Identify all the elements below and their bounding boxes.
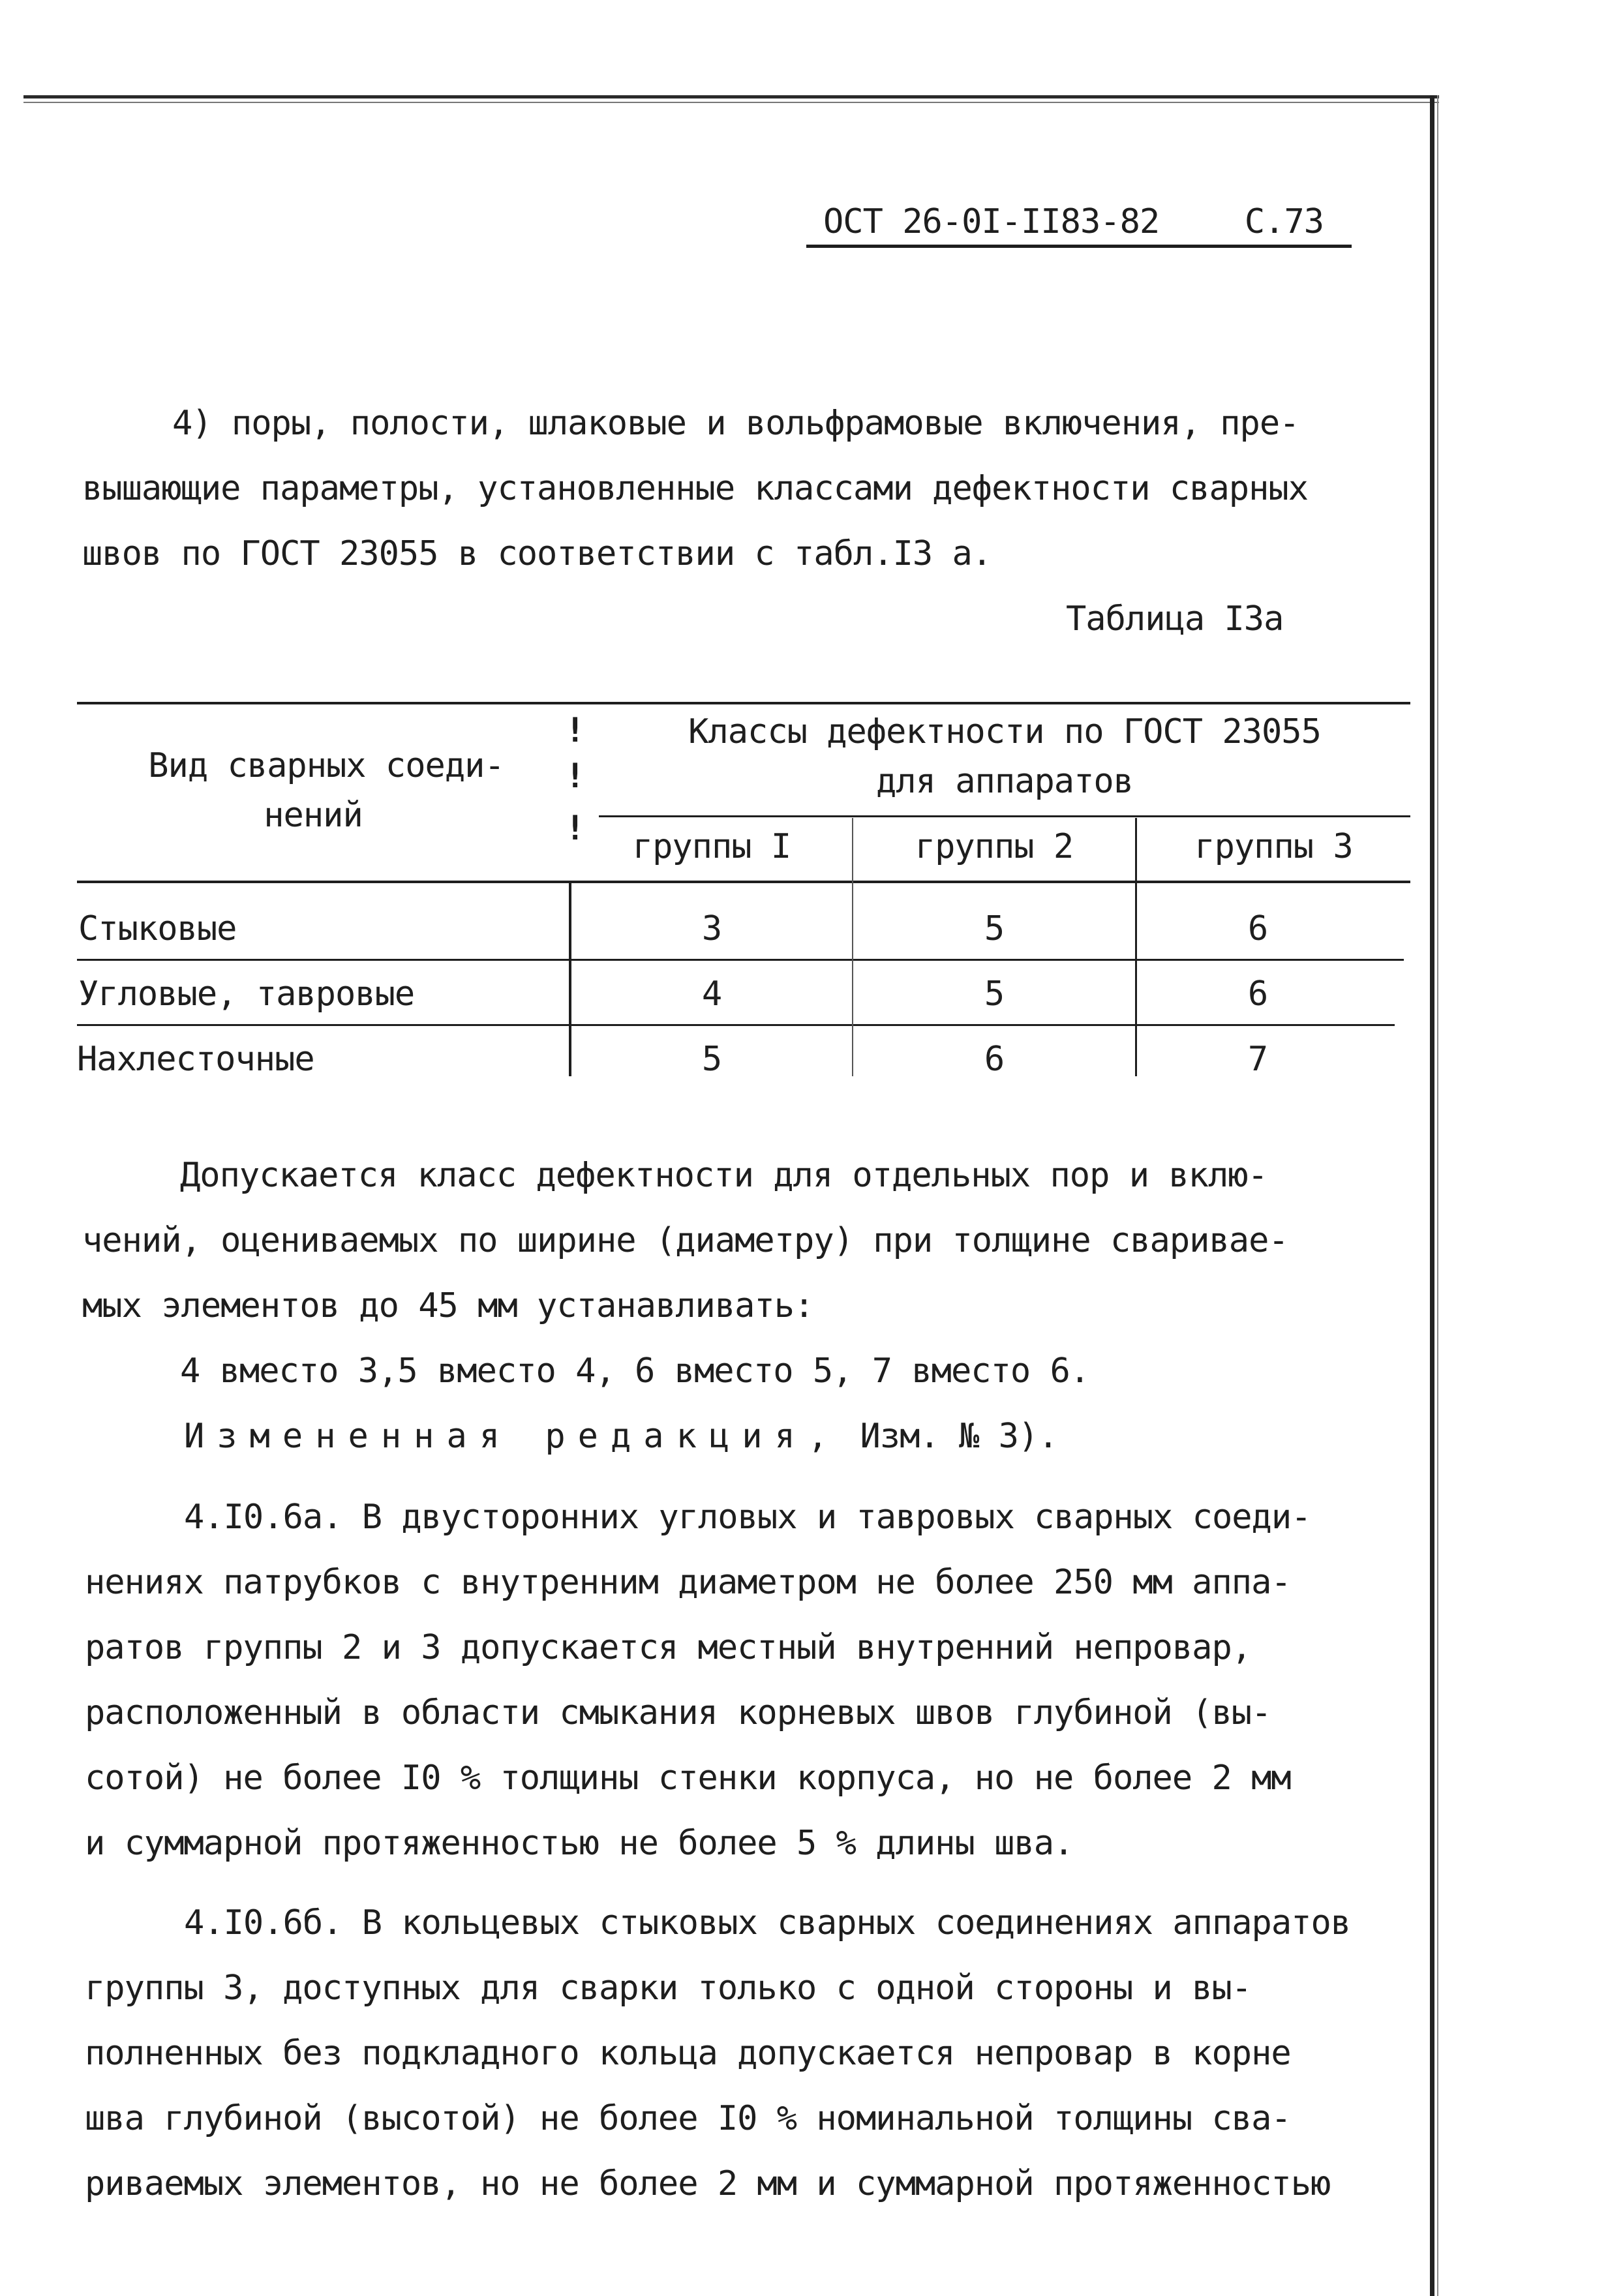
row-name: Угловые, тавровые xyxy=(78,974,415,1014)
page-frame-top xyxy=(23,95,1439,98)
intro-line-2: вышающие параметры, установленные классами дефектности сварных xyxy=(82,469,1309,508)
table-cell: 6 xyxy=(1247,909,1268,948)
para-6b-line-3: полненных без подкладного кольца допускается непровар в корне xyxy=(85,2034,1291,2073)
doc-code: ОСТ 26-0I-II83-82 xyxy=(823,202,1160,241)
column-header-group-1: группы I xyxy=(632,827,791,866)
para-6b-line-1: 4.I0.6б. В кольцевых стыковых сварных соединениях аппаратов xyxy=(184,1903,1351,1942)
page-frame-right-inner xyxy=(1437,95,1438,2296)
intro-line-1: 4) поры, полости, шлаковые и вольфрамовые включения, пре- xyxy=(172,404,1299,443)
revision-note xyxy=(184,1417,1058,1456)
page-header xyxy=(823,202,1324,241)
para-6a-line-5: сотой) не более I0 % толщины стенки корпуса, но не более 2 мм xyxy=(85,1759,1291,1798)
page-frame-top-inner xyxy=(23,102,1439,103)
intro-line-3: швов по ГОСТ 23055 в соответствии с табл.I3 а. xyxy=(82,534,992,573)
table-cell: 5 xyxy=(701,1040,722,1079)
table-cell: 3 xyxy=(701,909,722,948)
table-cell: 5 xyxy=(984,974,1005,1014)
head-separator-mark: ! xyxy=(565,711,586,750)
para-6a-line-4: расположенный в области смыкания корневых швов глубиной (вы- xyxy=(85,1693,1271,1732)
table-row-rule-2 xyxy=(77,1024,1395,1026)
head-row-label-line-2: нений xyxy=(264,796,363,835)
para-6a-line-1: 4.I0.6а. В двусторонних угловых и тавровых сварных соеди- xyxy=(184,1498,1311,1537)
para-6a-line-3: ратов группы 2 и 3 допускается местный внутренний непровар, xyxy=(85,1628,1252,1667)
row-name: Нахлесточные xyxy=(77,1040,314,1079)
table-cell: 6 xyxy=(984,1040,1005,1079)
head-separator-mark: ! xyxy=(565,757,586,796)
table-subhead-rule xyxy=(599,815,1410,817)
column-header-group-3: группы 3 xyxy=(1194,827,1353,866)
table-cell: 5 xyxy=(984,909,1005,948)
row-name: Стыковые xyxy=(78,909,237,948)
head-row-label-line-1: Вид сварных соеди- xyxy=(148,746,504,785)
table-top-rule xyxy=(77,702,1410,704)
head-group-label-line-1: Классы дефектности по ГОСТ 23055 xyxy=(688,712,1321,751)
para-6a-line-6: и суммарной протяженностью не более 5 % длины шва. xyxy=(85,1824,1074,1863)
note-line-4: 4 вместо 3,5 вместо 4, 6 вместо 5, 7 вместо 6. xyxy=(180,1352,1090,1391)
para-6b-line-5: риваемых элементов, но не более 2 мм и суммарной протяженностью xyxy=(85,2164,1331,2203)
table-cell: 7 xyxy=(1247,1040,1268,1079)
column-header-group-2: группы 2 xyxy=(915,827,1074,866)
note-line-2: чений, оцениваемых по ширине (диаметру) при толщине сваривае- xyxy=(82,1221,1288,1260)
table-head-bottom-rule xyxy=(77,881,1410,883)
table-cell: 6 xyxy=(1247,974,1268,1014)
page-frame-right xyxy=(1430,95,1434,2296)
note-line-3: мых элементов до 45 мм устанавливать: xyxy=(82,1286,814,1325)
para-6a-line-2: нениях патрубков с внутренним диаметром не более 250 мм аппа- xyxy=(85,1563,1291,1602)
note-line-1: Допускается класс дефектности для отдельных пор и вклю- xyxy=(180,1156,1267,1195)
head-group-label-line-2: для аппаратов xyxy=(876,762,1133,801)
revision-note-spaced: Измененная редакция, xyxy=(184,1417,841,1456)
page-number: С.73 xyxy=(1244,202,1324,241)
revision-note-tail: Изм. № 3). xyxy=(860,1417,1058,1456)
head-separator-mark: ! xyxy=(565,809,586,848)
table-row-rule-1 xyxy=(77,959,1404,961)
table-cell: 4 xyxy=(701,974,722,1014)
para-6b-line-2: группы 3, доступных для сварки только с одной стороны и вы- xyxy=(85,1969,1252,2008)
header-rule xyxy=(806,245,1352,248)
para-6b-line-4: шва глубиной (высотой) не более I0 % номинальной толщины сва- xyxy=(85,2099,1291,2138)
table-caption: Таблица I3а xyxy=(1066,599,1284,639)
